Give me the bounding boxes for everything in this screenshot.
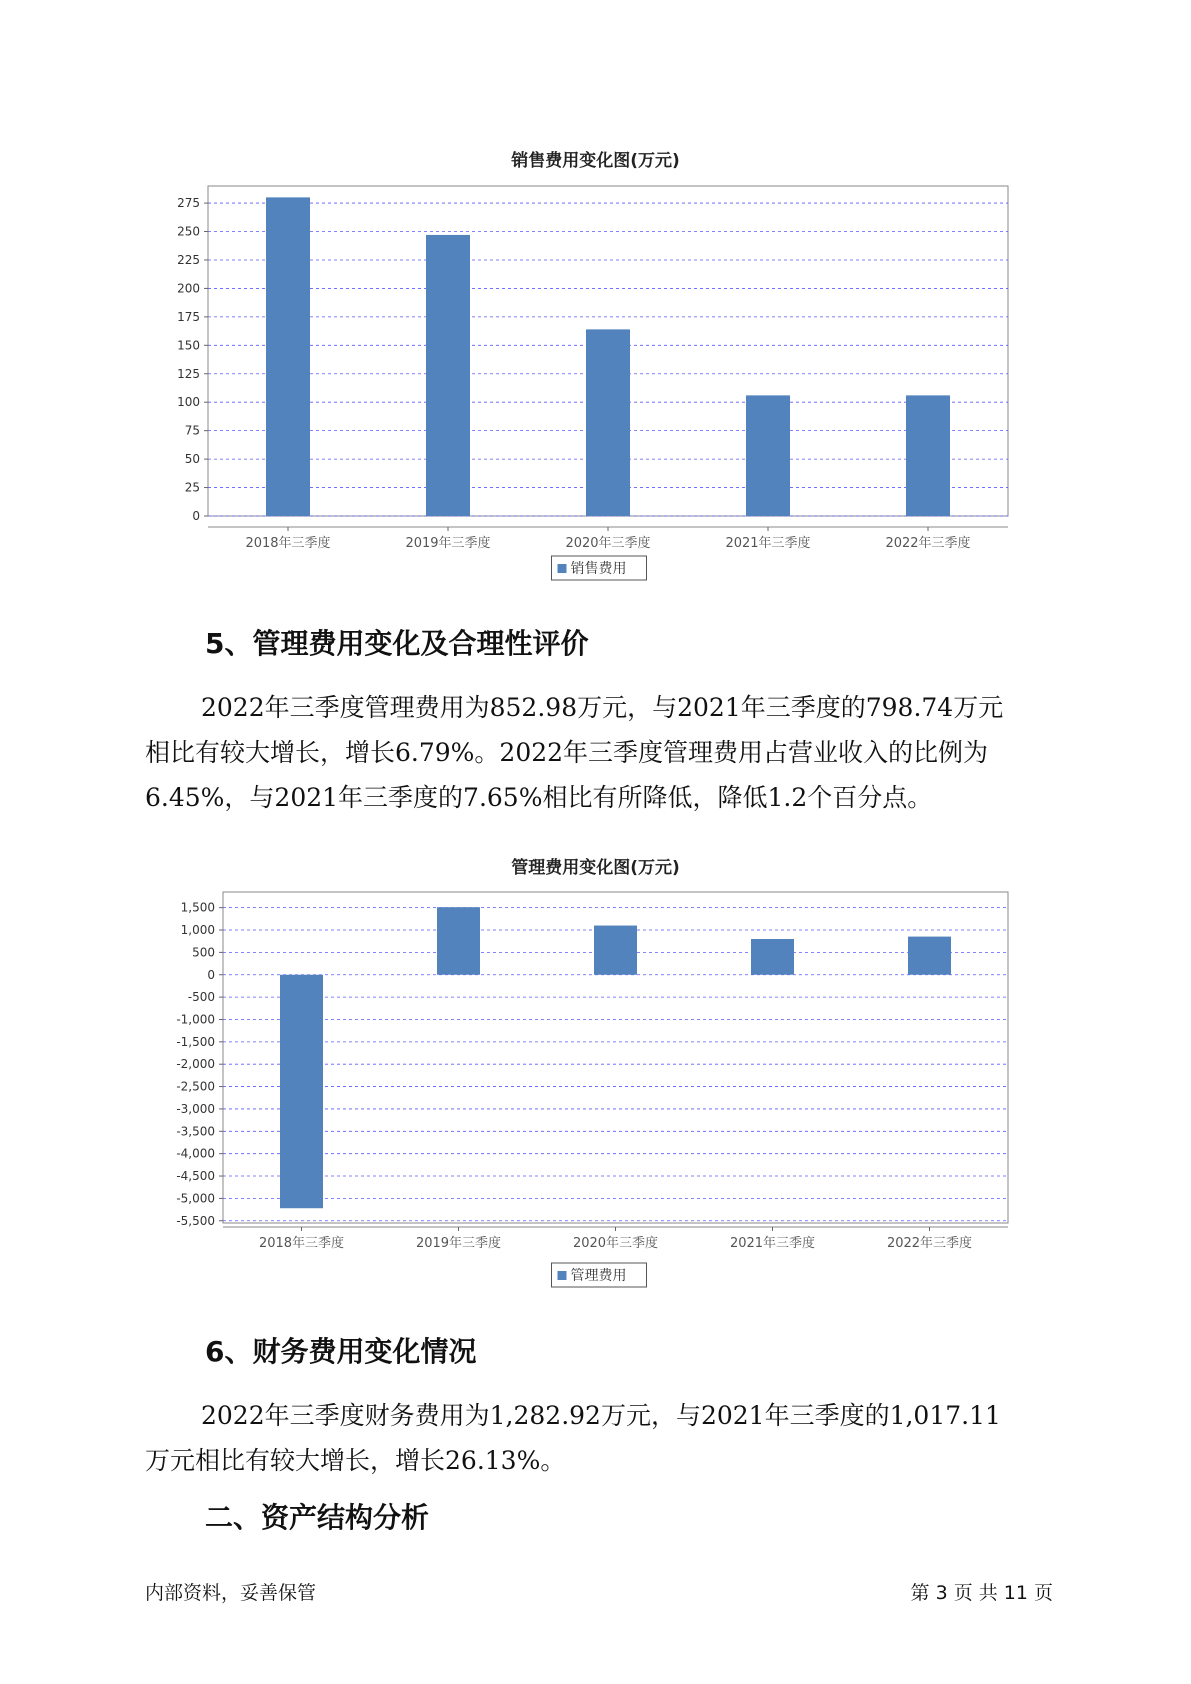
bar xyxy=(586,329,630,516)
x-tick-label: 2021年三季度 xyxy=(725,536,811,551)
y-tick-label: 0 xyxy=(192,509,200,523)
x-tick-label: 2021年三季度 xyxy=(729,1236,816,1251)
y-tick-label: 50 xyxy=(184,452,200,467)
section5-line-2: 相比有较大增长，增长6.79%。2022年三季度管理费用占营业收入的比例为 xyxy=(145,738,989,767)
y-tick-label: 75 xyxy=(184,423,200,438)
section5-line-3: 6.45%，与2021年三季度的7.65%相比有所降低，降低1.2个百分点。 xyxy=(145,783,933,812)
section6-paragraph xyxy=(145,1393,1055,1483)
y-tick-label: 1,000 xyxy=(180,923,215,938)
y-tick-label: -3,000 xyxy=(176,1101,215,1116)
y-tick-label: 25 xyxy=(184,480,200,495)
y-tick-label: 150 xyxy=(177,338,200,353)
y-tick-label: -5,500 xyxy=(176,1213,215,1228)
y-tick-label: -5,000 xyxy=(176,1191,215,1206)
y-tick-label: -2,500 xyxy=(176,1079,215,1094)
section6-heading: 6、财务费用变化情况 xyxy=(205,1335,477,1368)
y-tick-label: -4,000 xyxy=(176,1146,215,1161)
y-tick-label: -1,500 xyxy=(176,1034,215,1049)
admin-expense-chart xyxy=(0,880,1191,1310)
x-tick-label: 2019年三季度 xyxy=(405,536,491,551)
x-tick-label: 2022年三季度 xyxy=(886,1236,973,1251)
x-tick-label: 2018年三季度 xyxy=(245,536,331,551)
y-tick-label: 275 xyxy=(177,196,200,211)
legend-label: 管理费用 xyxy=(570,1268,627,1284)
bar xyxy=(437,907,480,975)
y-tick-label: 175 xyxy=(177,309,200,324)
x-tick-label: 2019年三季度 xyxy=(415,1236,502,1251)
sales-expense-chart xyxy=(0,170,1191,610)
y-tick-label: -2,000 xyxy=(176,1057,215,1072)
chart1-title: 销售费用变化图(万元) xyxy=(511,151,680,171)
y-tick-label: 100 xyxy=(177,395,200,410)
bar xyxy=(594,926,637,975)
section6-line-2: 万元相比有较大增长，增长26.13%。 xyxy=(145,1446,566,1475)
y-tick-label: -500 xyxy=(187,990,215,1005)
x-tick-label: 2022年三季度 xyxy=(885,536,971,551)
legend-label: 销售费用 xyxy=(570,561,627,577)
legend-swatch xyxy=(558,1271,567,1280)
y-tick-label: -1,000 xyxy=(176,1012,215,1027)
y-tick-label: 1,500 xyxy=(180,900,215,915)
x-tick-label: 2018年三季度 xyxy=(258,1236,345,1251)
y-tick-label: 250 xyxy=(177,224,200,239)
bar xyxy=(906,395,950,516)
y-tick-label: 225 xyxy=(177,252,200,267)
bar xyxy=(266,197,310,516)
section5-heading: 5、管理费用变化及合理性评价 xyxy=(205,627,589,660)
y-tick-label: 125 xyxy=(177,366,200,381)
y-tick-label: -4,500 xyxy=(176,1169,215,1184)
legend-swatch xyxy=(558,564,567,573)
y-tick-label: 200 xyxy=(177,281,200,296)
y-tick-label: 0 xyxy=(207,967,215,982)
footer-page-number: 第 3 页 共 11 页 xyxy=(910,1582,1053,1604)
x-tick-label: 2020年三季度 xyxy=(565,536,651,551)
section5-paragraph xyxy=(145,685,1055,820)
bar xyxy=(751,939,794,975)
y-tick-label: -3,500 xyxy=(176,1124,215,1139)
section2-heading: 二、资产结构分析 xyxy=(205,1501,430,1534)
chart2-title: 管理费用变化图(万元) xyxy=(511,858,680,878)
section6-line-1: 2022年三季度财务费用为1,282.92万元，与2021年三季度的1,017.11 xyxy=(201,1401,1001,1430)
bar xyxy=(280,975,323,1208)
y-tick-label: 500 xyxy=(192,945,215,960)
section5-line-1: 2022年三季度管理费用为852.98万元，与2021年三季度的798.74万元 xyxy=(201,693,1004,722)
bar xyxy=(908,937,951,975)
footer-left: 内部资料，妥善保管 xyxy=(145,1582,317,1604)
x-tick-label: 2020年三季度 xyxy=(572,1236,659,1251)
bar xyxy=(426,235,470,516)
bar xyxy=(746,395,790,516)
